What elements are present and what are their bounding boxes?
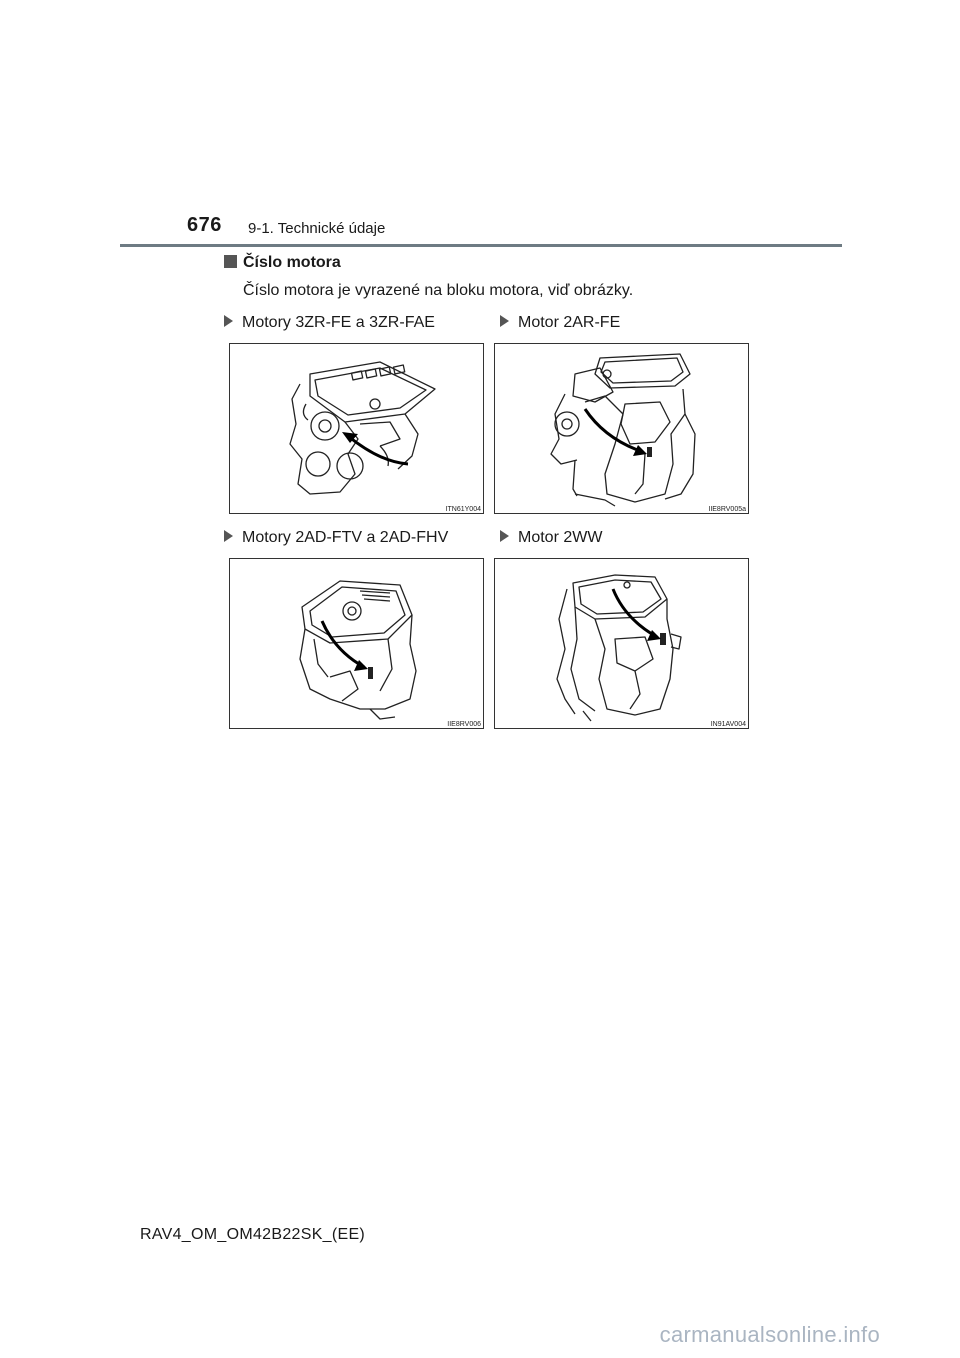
- figure-label-4: [500, 529, 602, 547]
- section-title: 9-1. Technické údaje: [248, 220, 386, 237]
- figure-4: [494, 558, 749, 729]
- footer-code: RAV4_OM_OM42B22SK_(EE): [140, 1226, 366, 1243]
- engine-3zr-illustration: [230, 344, 485, 515]
- figure-label-2: [500, 314, 620, 332]
- figure-code: IIE8RV006: [447, 721, 481, 728]
- engine-2ar-illustration: [495, 344, 750, 515]
- triangle-bullet-icon: [500, 315, 509, 327]
- body-text: Číslo motora je vyrazené na bloku motora, viď obrázky.: [243, 282, 634, 299]
- figure-code: ITN61Y004: [445, 506, 481, 513]
- figure-3: [229, 558, 484, 729]
- heading-text: Číslo motora: [243, 254, 341, 271]
- header-rule: [120, 244, 842, 247]
- figure-2: [494, 343, 749, 514]
- figure-label-text: Motory 3ZR-FE a 3ZR-FAE: [242, 314, 435, 331]
- triangle-bullet-icon: [224, 530, 233, 542]
- figure-label-1: [224, 314, 435, 332]
- figure-label-3: [224, 529, 448, 547]
- triangle-bullet-icon: [224, 315, 233, 327]
- triangle-bullet-icon: [500, 530, 509, 542]
- engine-2ad-illustration: [230, 559, 485, 730]
- figure-label-text: Motory 2AD-FTV a 2AD-FHV: [242, 529, 449, 546]
- figure-code: IN91AV004: [710, 721, 746, 728]
- figure-1: [229, 343, 484, 514]
- page-number: 676: [187, 214, 222, 236]
- figure-code: IIE8RV005a: [708, 506, 746, 513]
- engine-2ww-illustration: [495, 559, 750, 730]
- figure-label-text: Motor 2WW: [518, 529, 603, 546]
- watermark: carmanualsonline.info: [659, 1322, 880, 1347]
- figure-label-text: Motor 2AR-FE: [518, 314, 621, 331]
- square-bullet-icon: [224, 255, 237, 268]
- section-heading: [224, 254, 341, 272]
